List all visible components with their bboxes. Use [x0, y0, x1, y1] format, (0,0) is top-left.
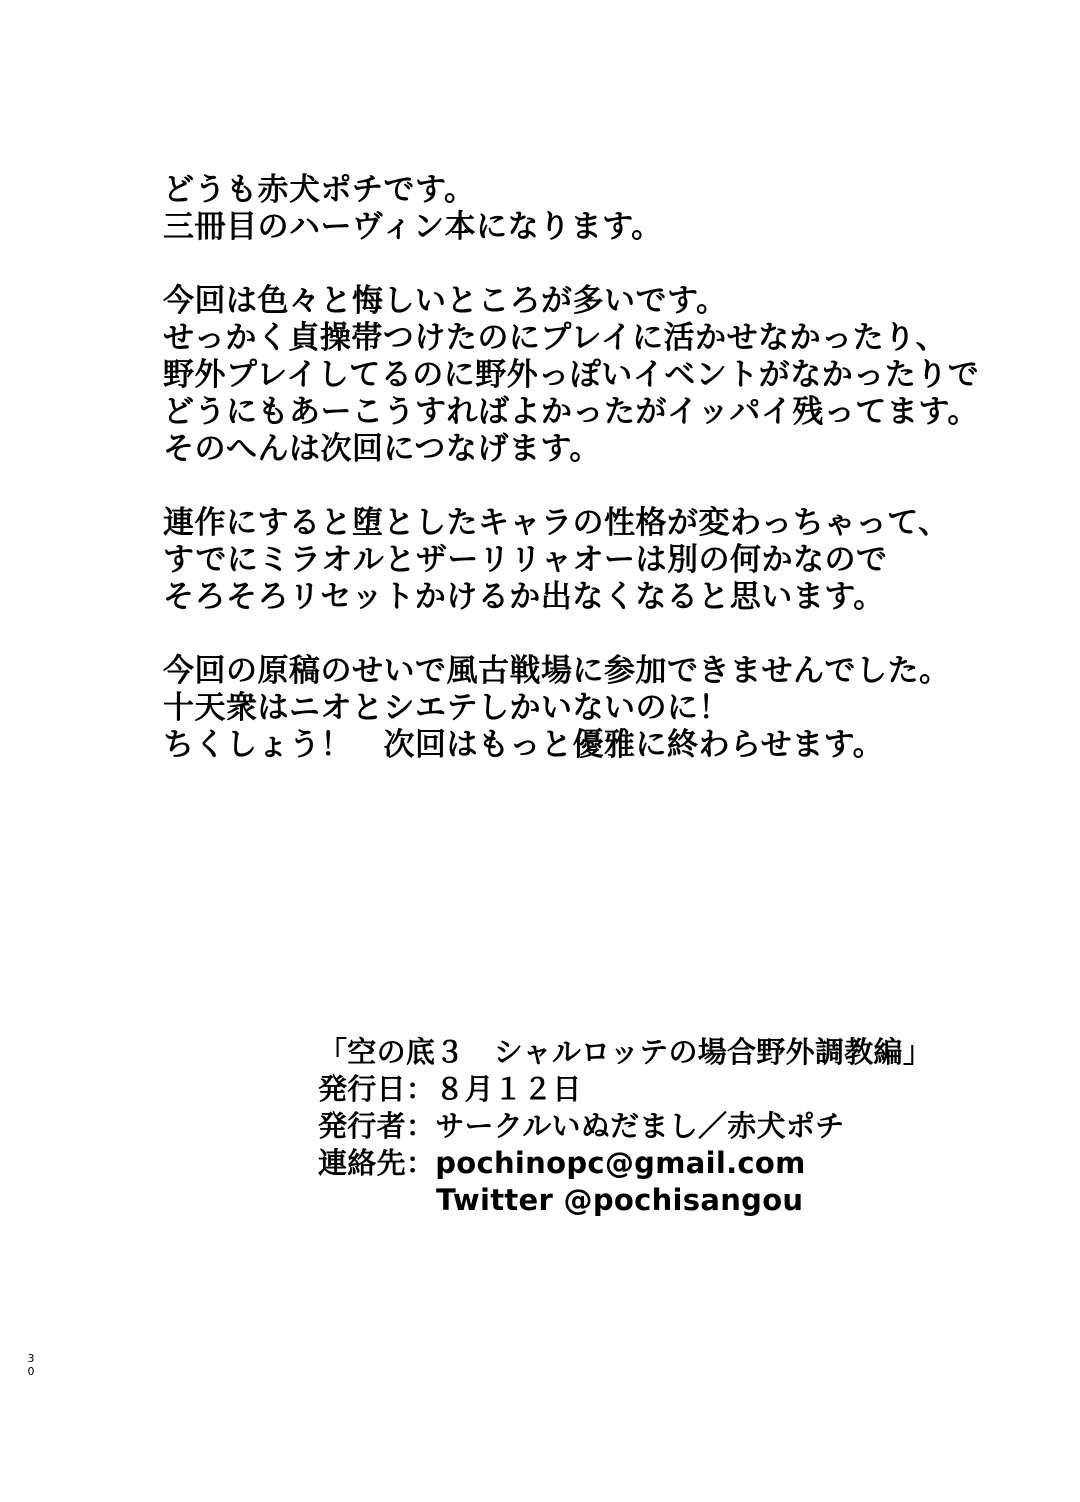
contact-email: 連絡先：pochinopc@gmail.com	[318, 1146, 806, 1180]
text-line: せっかく貞操帯つけたのにプレイに活かせなかったり、	[163, 320, 948, 356]
colophon	[318, 1034, 932, 1219]
text-line: どうも赤犬ポチです。	[163, 172, 476, 208]
text-line: そのへんは次回につなげます。	[163, 431, 601, 467]
paragraph-3	[163, 505, 1063, 616]
paragraph-gap	[163, 616, 1063, 653]
paragraph-2	[163, 283, 1063, 468]
book-title: 「空の底３ シャルロッテの場合野外調教編」	[318, 1035, 933, 1069]
text-line: 十天衆はニオとシエテしかいないのに！	[163, 690, 730, 726]
page-number-digit: 0	[27, 1365, 35, 1378]
paragraph-1	[163, 172, 1063, 246]
contact-twitter: Twitter @pochisangou	[436, 1183, 804, 1217]
text-line: 野外プレイしてるのに野外っぽいイベントがなかったりで	[163, 357, 980, 393]
paragraph-gap	[163, 468, 1063, 505]
page-number	[26, 1352, 36, 1378]
page-number-digit: 3	[27, 1352, 35, 1365]
publisher: 発行者：サークルいぬだまし／赤犬ポチ	[318, 1109, 845, 1143]
text-line: どうにもあーこうすればよかったがイッパイ残ってます。	[163, 394, 979, 430]
paragraph-gap	[163, 246, 1063, 283]
afterword-text	[163, 172, 1063, 764]
paragraph-4	[163, 653, 1063, 764]
text-line: 今回は色々と悔しいところが多いです。	[163, 283, 728, 319]
publish-date: 発行日：８月１２日	[318, 1072, 582, 1106]
text-line: ちくしょう！ 次回はもっと優雅に終わらせます。	[163, 727, 885, 763]
text-line: 今回の原稿のせいで風古戦場に参加できませんでした。	[163, 653, 951, 689]
text-line: 連作にすると堕としたキャラの性格が変わっちゃって、	[163, 505, 950, 541]
text-line: 三冊目のハーヴィン本になります。	[163, 209, 663, 245]
text-line: すでにミラオルとザーリリャオーは別の何かなので	[163, 542, 888, 578]
text-line: そろそろリセットかけるか出なくなると思います。	[163, 579, 885, 615]
